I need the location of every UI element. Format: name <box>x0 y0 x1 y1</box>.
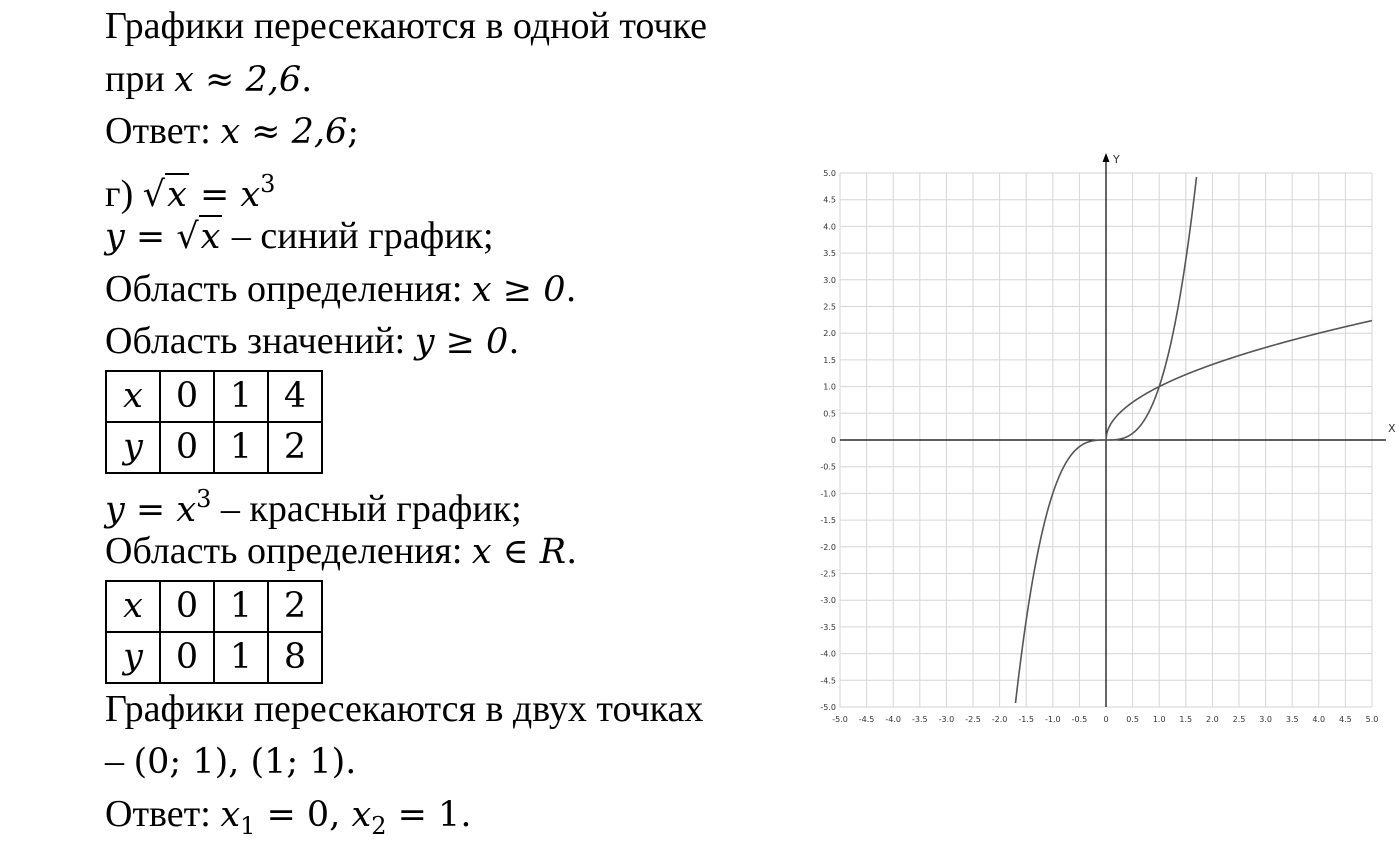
table-cell: y <box>106 422 160 473</box>
y-tick-label: 2.0 <box>823 329 836 339</box>
function-graph <box>790 145 1398 735</box>
y-tick-label: 4.0 <box>823 222 836 232</box>
x-tick-label: -1.0 <box>1044 715 1061 724</box>
text-line-10: Графики пересекаются в двух точках <box>105 687 704 730</box>
table-cell: 4 <box>268 371 322 422</box>
y-axis-label: Y <box>1113 153 1120 166</box>
table-cell: 2 <box>268 422 322 473</box>
table-cell: 0 <box>160 422 214 473</box>
y-tick-label: -4.0 <box>820 649 836 659</box>
table-cell: 0 <box>160 632 214 683</box>
answer-line-2: Ответ: $x_1 = 0$, $x_2 = 1$. <box>105 792 472 840</box>
table-cell: 1 <box>214 581 268 632</box>
table-cell: 2 <box>268 581 322 632</box>
x-tick-label: -2.0 <box>991 715 1008 724</box>
x-tick-label: -2.5 <box>965 715 981 724</box>
y-tick-label: -3.0 <box>820 596 836 606</box>
text-line-2: при x ≈ 2,6. <box>105 57 313 100</box>
text-line-1: Графики пересекаются в одной точке <box>105 5 707 47</box>
table-row <box>106 422 322 473</box>
x-tick-label: 0.5 <box>1126 715 1139 724</box>
values-table-2 <box>105 580 323 684</box>
table-cell: 0 <box>160 581 214 632</box>
x-tick-label: -5.0 <box>832 715 848 724</box>
y-tick-label: -4.5 <box>820 676 836 686</box>
table-cell: 8 <box>268 632 322 683</box>
values-table-1-wrap <box>105 368 795 473</box>
sqrt-expression: √x <box>142 174 187 215</box>
answer-line-1: Ответ: x ≈ 2,6; <box>105 110 360 152</box>
y-tick-label: -1.5 <box>820 516 836 526</box>
x-tick-label: 3.0 <box>1259 715 1272 724</box>
x-tick-label: -0.5 <box>1071 715 1088 724</box>
y-axis-arrow <box>1103 153 1110 162</box>
x-tick-label: 5.0 <box>1365 715 1379 724</box>
y-tick-label: -0.5 <box>820 462 836 472</box>
domain-line-2: Область определения: x ∈ R. <box>105 530 578 572</box>
y-tick-label: 0.5 <box>823 409 836 419</box>
y-tick-label: 4.5 <box>823 195 836 205</box>
x-tick-label: -3.5 <box>911 715 928 724</box>
y-tick-label: 5.0 <box>823 169 836 178</box>
y-tick-label: 3.5 <box>823 249 836 259</box>
points-line: – (0; 1), (1; 1). <box>105 740 357 782</box>
y-tick-label: 0 <box>830 436 836 445</box>
y-tick-label: -3.5 <box>820 622 836 632</box>
y-tick-label: 1.0 <box>823 382 836 392</box>
y-tick-label: 3.0 <box>823 275 836 285</box>
equation-line: г) $√x = x^3$ <box>105 158 795 211</box>
table-row <box>106 581 322 632</box>
y-tick-label: -5.0 <box>820 703 836 712</box>
table-row <box>106 371 322 422</box>
solution-text <box>105 0 795 840</box>
sqrt-expression: √x <box>176 217 221 257</box>
table-cell: x <box>106 371 160 422</box>
x-tick-label: 1.0 <box>1152 715 1166 724</box>
blue-graph-line: y = √x – синий график; <box>105 210 795 263</box>
x-tick-label: 0 <box>1103 715 1109 724</box>
table-cell: 0 <box>160 371 214 422</box>
y-tick-label: 1.5 <box>823 355 836 365</box>
table-cell: 1 <box>214 422 268 473</box>
x-tick-label: 4.5 <box>1339 715 1352 724</box>
x-tick-label: 2.5 <box>1232 715 1246 724</box>
y-tick-label: 2.5 <box>823 302 836 312</box>
x-tick-label: 4.0 <box>1312 715 1326 724</box>
y-tick-label: -2.5 <box>820 569 836 579</box>
table-row <box>106 632 322 683</box>
domain-line-1: Область определения: x ≥ 0. <box>105 267 577 310</box>
table-cell: 1 <box>214 632 268 683</box>
x-tick-label: -3.0 <box>938 715 955 724</box>
y-tick-label: -2.0 <box>820 542 836 552</box>
range-line: Область значений: y ≥ 0. <box>105 320 520 362</box>
table-cell: y <box>106 632 160 683</box>
x-tick-label: 3.5 <box>1285 715 1299 724</box>
x-tick-label: -4.5 <box>858 715 875 724</box>
values-table-1 <box>105 370 323 474</box>
x-tick-label: -1.5 <box>1018 715 1035 724</box>
table-cell: x <box>106 581 160 632</box>
table-cell: 1 <box>214 371 268 422</box>
y-tick-label: -1.0 <box>820 489 836 499</box>
x-tick-label: 1.5 <box>1179 715 1193 724</box>
red-graph-line: $y = x^3$ – красный график; <box>105 484 522 530</box>
x-axis-label: X <box>1388 422 1396 435</box>
x-tick-label: -4.0 <box>885 715 902 724</box>
values-table-2-wrap <box>105 578 795 683</box>
x-tick-label: 2.0 <box>1206 715 1219 724</box>
